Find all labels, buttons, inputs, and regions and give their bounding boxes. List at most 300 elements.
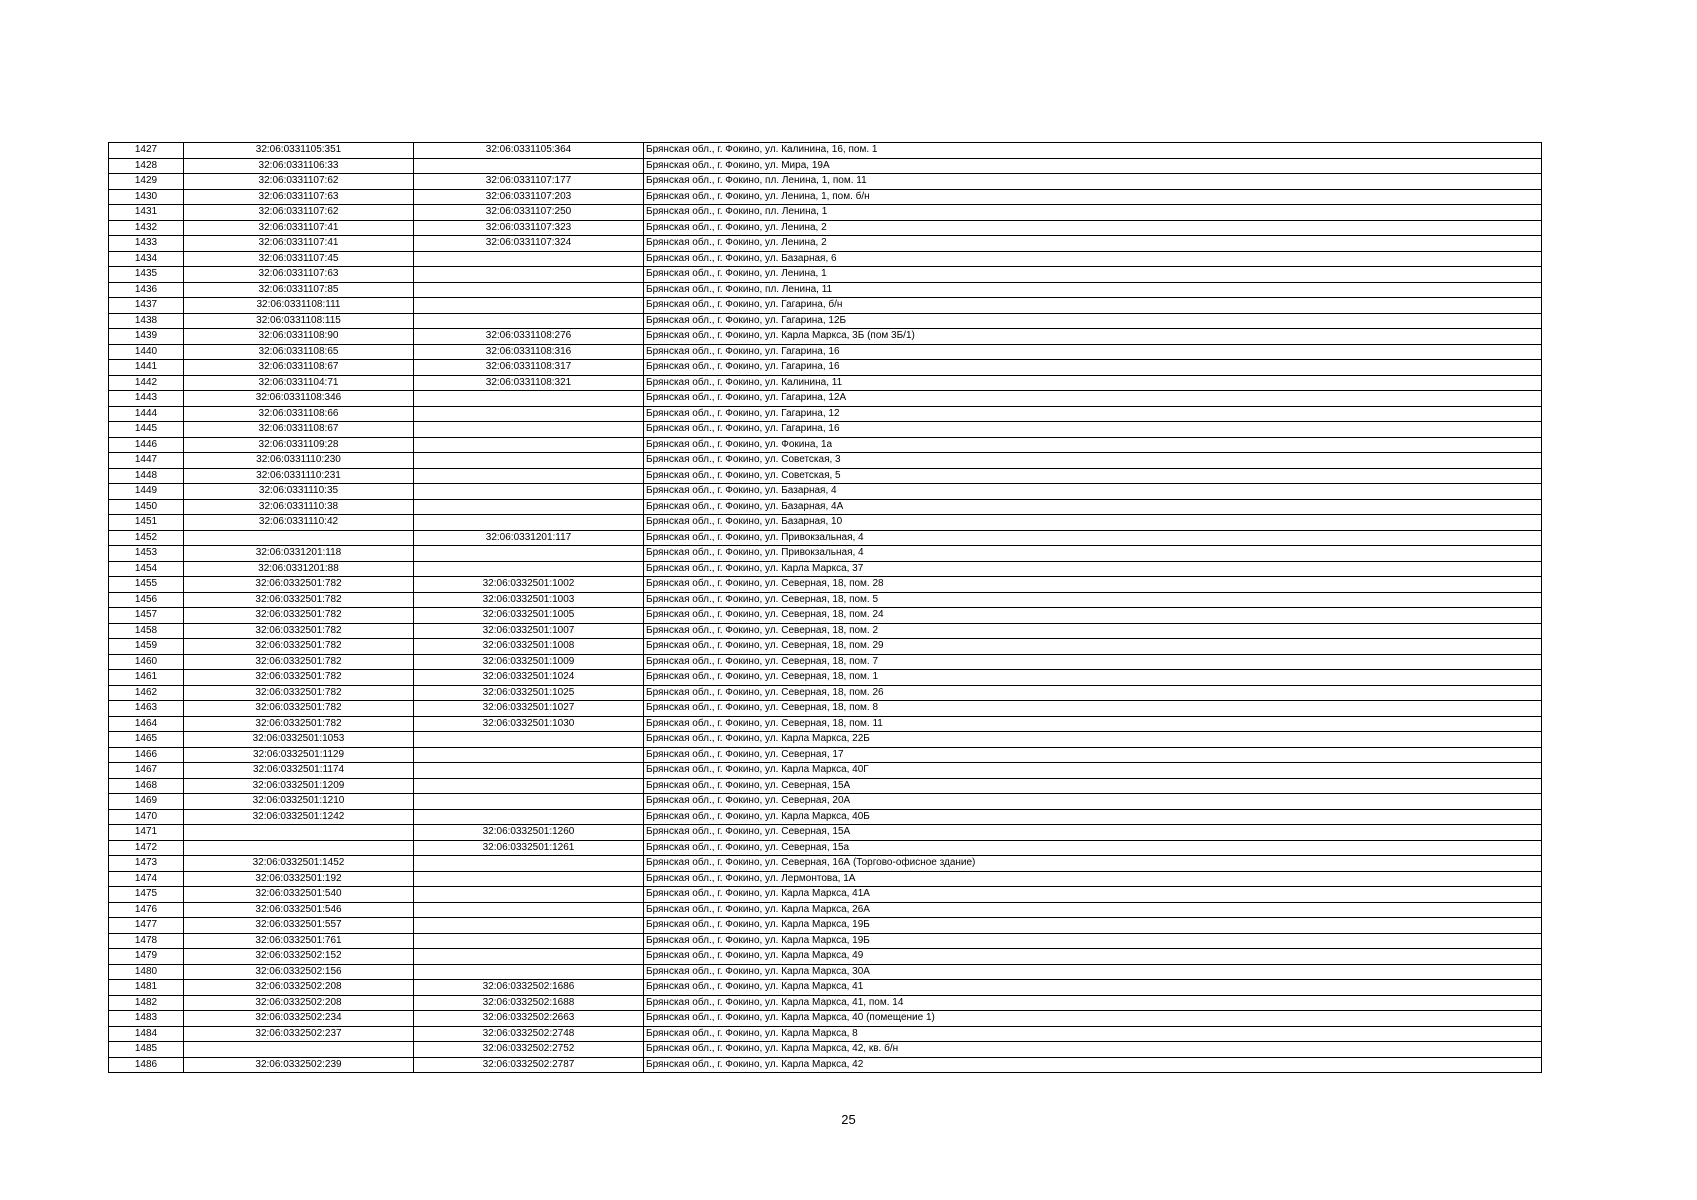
table-row [109,282,1542,298]
object-cadastral-cell: 32:06:0331108:321 [414,375,644,391]
parcel-cadastral-cell: 32:06:0332501:192 [184,871,414,887]
row-number-cell: 1460 [109,654,184,670]
address-cell: Брянская обл., г. Фокино, ул. Северная, 16А (Торгово-офисное здание) [644,856,1542,872]
object-cadastral-cell: 32:06:0332501:1030 [414,716,644,732]
address-cell: Брянская обл., г. Фокино, ул. Привокзальная, 4 [644,546,1542,562]
table-row [109,158,1542,174]
address-cell: Брянская обл., г. Фокино, ул. Базарная, 4 [644,484,1542,500]
parcel-cadastral-cell [184,1042,414,1058]
address-cell: Брянская обл., г. Фокино, ул. Советская, 3 [644,453,1542,469]
table-row [109,623,1542,639]
parcel-cadastral-cell [184,530,414,546]
address-cell: Брянская обл., г. Фокино, ул. Карла Маркса, 49 [644,949,1542,965]
address-cell: Брянская обл., г. Фокино, ул. Гагарина, 12 [644,406,1542,422]
table-row [109,205,1542,221]
object-cadastral-cell [414,561,644,577]
table-row [109,251,1542,267]
object-cadastral-cell [414,871,644,887]
table-row [109,236,1542,252]
row-number-cell: 1476 [109,902,184,918]
object-cadastral-cell [414,747,644,763]
table-row [109,701,1542,717]
parcel-cadastral-cell: 32:06:0332501:782 [184,592,414,608]
table-body [109,143,1542,1073]
parcel-cadastral-cell: 32:06:0331201:88 [184,561,414,577]
address-cell: Брянская обл., г. Фокино, ул. Ленина, 2 [644,220,1542,236]
object-cadastral-cell: 32:06:0332501:1027 [414,701,644,717]
parcel-cadastral-cell: 32:06:0332502:208 [184,995,414,1011]
table-row [109,902,1542,918]
address-cell: Брянская обл., г. Фокино, ул. Карла Маркса, 26А [644,902,1542,918]
address-cell: Брянская обл., г. Фокино, ул. Карла Маркса, 8 [644,1026,1542,1042]
object-cadastral-cell: 32:06:0331108:317 [414,360,644,376]
address-cell: Брянская обл., г. Фокино, ул. Привокзальная, 4 [644,530,1542,546]
table-row [109,437,1542,453]
row-number-cell: 1455 [109,577,184,593]
row-number-cell: 1466 [109,747,184,763]
address-cell: Брянская обл., г. Фокино, ул. Лермонтова, 1А [644,871,1542,887]
address-cell: Брянская обл., г. Фокино, ул. Карла Маркса, 30А [644,964,1542,980]
row-number-cell: 1430 [109,189,184,205]
table-row [109,716,1542,732]
table-row [109,143,1542,159]
row-number-cell: 1433 [109,236,184,252]
row-number-cell: 1438 [109,313,184,329]
row-number-cell: 1468 [109,778,184,794]
address-cell: Брянская обл., г. Фокино, ул. Северная, 17 [644,747,1542,763]
object-cadastral-cell [414,468,644,484]
row-number-cell: 1447 [109,453,184,469]
table-row [109,1042,1542,1058]
page-number: 25 [841,1112,856,1127]
parcel-cadastral-cell: 32:06:0331107:85 [184,282,414,298]
table-row [109,840,1542,856]
table-row [109,732,1542,748]
object-cadastral-cell [414,902,644,918]
parcel-cadastral-cell: 32:06:0331106:33 [184,158,414,174]
table-row [109,592,1542,608]
address-cell: Брянская обл., г. Фокино, ул. Мира, 19А [644,158,1542,174]
row-number-cell: 1483 [109,1011,184,1027]
table-row [109,763,1542,779]
row-number-cell: 1453 [109,546,184,562]
parcel-cadastral-cell: 32:06:0332502:237 [184,1026,414,1042]
object-cadastral-cell [414,732,644,748]
object-cadastral-cell: 32:06:0331107:324 [414,236,644,252]
table-row [109,391,1542,407]
table-row [109,189,1542,205]
row-number-cell: 1442 [109,375,184,391]
row-number-cell: 1449 [109,484,184,500]
table-row [109,298,1542,314]
object-cadastral-cell [414,515,644,531]
address-cell: Брянская обл., г. Фокино, ул. Карла Маркса, 19Б [644,918,1542,934]
address-cell: Брянская обл., г. Фокино, пл. Ленина, 1 [644,205,1542,221]
object-cadastral-cell [414,918,644,934]
object-cadastral-cell: 32:06:0331108:276 [414,329,644,345]
parcel-cadastral-cell [184,825,414,841]
parcel-cadastral-cell: 32:06:0331108:66 [184,406,414,422]
object-cadastral-cell [414,158,644,174]
object-cadastral-cell [414,809,644,825]
parcel-cadastral-cell: 32:06:0331105:351 [184,143,414,159]
object-cadastral-cell: 32:06:0332502:2752 [414,1042,644,1058]
parcel-cadastral-cell: 32:06:0332501:782 [184,701,414,717]
row-number-cell: 1427 [109,143,184,159]
row-number-cell: 1479 [109,949,184,965]
object-cadastral-cell: 32:06:0332501:1003 [414,592,644,608]
object-cadastral-cell: 32:06:0331105:364 [414,143,644,159]
object-cadastral-cell: 32:06:0332501:1260 [414,825,644,841]
table-row [109,561,1542,577]
row-number-cell: 1475 [109,887,184,903]
parcel-cadastral-cell: 32:06:0331104:71 [184,375,414,391]
table-row [109,654,1542,670]
table-row [109,639,1542,655]
table-row [109,220,1542,236]
row-number-cell: 1443 [109,391,184,407]
parcel-cadastral-cell: 32:06:0332501:782 [184,716,414,732]
address-cell: Брянская обл., г. Фокино, ул. Северная, 18, пом. 24 [644,608,1542,624]
parcel-cadastral-cell: 32:06:0331108:67 [184,360,414,376]
row-number-cell: 1436 [109,282,184,298]
address-cell: Брянская обл., г. Фокино, ул. Гагарина, б/н [644,298,1542,314]
table-row [109,577,1542,593]
row-number-cell: 1467 [109,763,184,779]
table-row [109,809,1542,825]
parcel-cadastral-cell: 32:06:0332501:1210 [184,794,414,810]
row-number-cell: 1477 [109,918,184,934]
parcel-cadastral-cell: 32:06:0332501:782 [184,670,414,686]
row-number-cell: 1464 [109,716,184,732]
parcel-cadastral-cell: 32:06:0332501:782 [184,623,414,639]
object-cadastral-cell [414,267,644,283]
parcel-cadastral-cell: 32:06:0332501:761 [184,933,414,949]
row-number-cell: 1478 [109,933,184,949]
parcel-cadastral-cell: 32:06:0332501:782 [184,685,414,701]
address-cell: Брянская обл., г. Фокино, пл. Ленина, 11 [644,282,1542,298]
row-number-cell: 1463 [109,701,184,717]
row-number-cell: 1459 [109,639,184,655]
row-number-cell: 1437 [109,298,184,314]
parcel-cadastral-cell: 32:06:0332501:782 [184,577,414,593]
table-row [109,685,1542,701]
table-row [109,329,1542,345]
object-cadastral-cell: 32:06:0332502:1688 [414,995,644,1011]
parcel-cadastral-cell: 32:06:0332501:1053 [184,732,414,748]
address-cell: Брянская обл., г. Фокино, ул. Северная, 18, пом. 8 [644,701,1542,717]
address-cell: Брянская обл., г. Фокино, ул. Северная, 18, пом. 2 [644,623,1542,639]
object-cadastral-cell [414,282,644,298]
object-cadastral-cell: 32:06:0332502:2748 [414,1026,644,1042]
parcel-cadastral-cell: 32:06:0331110:42 [184,515,414,531]
address-cell: Брянская обл., г. Фокино, ул. Базарная, 4А [644,499,1542,515]
parcel-cadastral-cell: 32:06:0332501:1452 [184,856,414,872]
parcel-cadastral-cell: 32:06:0332501:1209 [184,778,414,794]
row-number-cell: 1444 [109,406,184,422]
address-cell: Брянская обл., г. Фокино, ул. Карла Маркса, 22Б [644,732,1542,748]
address-cell: Брянская обл., г. Фокино, ул. Северная, 18, пом. 29 [644,639,1542,655]
parcel-cadastral-cell: 32:06:0331107:45 [184,251,414,267]
object-cadastral-cell: 32:06:0332502:2787 [414,1057,644,1073]
table-row [109,422,1542,438]
table-row [109,608,1542,624]
address-cell: Брянская обл., г. Фокино, ул. Карла Маркса, 41А [644,887,1542,903]
table-row [109,1057,1542,1073]
table-row [109,856,1542,872]
table-row [109,1011,1542,1027]
row-number-cell: 1462 [109,685,184,701]
object-cadastral-cell [414,453,644,469]
object-cadastral-cell [414,391,644,407]
table-row [109,375,1542,391]
address-cell: Брянская обл., г. Фокино, ул. Карла Маркса, 42 [644,1057,1542,1073]
object-cadastral-cell: 32:06:0331201:117 [414,530,644,546]
address-cell: Брянская обл., г. Фокино, ул. Ленина, 2 [644,236,1542,252]
address-cell: Брянская обл., г. Фокино, ул. Карла Маркса, 40Б [644,809,1542,825]
row-number-cell: 1481 [109,980,184,996]
row-number-cell: 1434 [109,251,184,267]
object-cadastral-cell: 32:06:0331107:250 [414,205,644,221]
object-cadastral-cell: 32:06:0332501:1024 [414,670,644,686]
parcel-cadastral-cell: 32:06:0331201:118 [184,546,414,562]
address-cell: Брянская обл., г. Фокино, ул. Калинина, 16, пом. 1 [644,143,1542,159]
parcel-cadastral-cell: 32:06:0332501:546 [184,902,414,918]
parcel-cadastral-cell: 32:06:0332501:1242 [184,809,414,825]
address-cell: Брянская обл., г. Фокино, ул. Карла Маркса, 40Г [644,763,1542,779]
address-cell: Брянская обл., г. Фокино, ул. Северная, 18, пом. 7 [644,654,1542,670]
object-cadastral-cell: 32:06:0332501:1008 [414,639,644,655]
table-row [109,546,1542,562]
object-cadastral-cell [414,794,644,810]
object-cadastral-cell: 32:06:0332502:2663 [414,1011,644,1027]
parcel-cadastral-cell: 32:06:0332502:152 [184,949,414,965]
object-cadastral-cell [414,763,644,779]
parcel-cadastral-cell [184,840,414,856]
row-number-cell: 1461 [109,670,184,686]
address-cell: Брянская обл., г. Фокино, ул. Гагарина, 16 [644,422,1542,438]
address-cell: Брянская обл., г. Фокино, ул. Северная, 18, пом. 26 [644,685,1542,701]
object-cadastral-cell [414,499,644,515]
table-row [109,670,1542,686]
table-row [109,499,1542,515]
table-row [109,778,1542,794]
address-cell: Брянская обл., г. Фокино, ул. Карла Маркса, 40 (помещение 1) [644,1011,1542,1027]
table-row [109,174,1542,190]
object-cadastral-cell [414,422,644,438]
object-cadastral-cell: 32:06:0331107:177 [414,174,644,190]
address-cell: Брянская обл., г. Фокино, ул. Карла Маркса, 19Б [644,933,1542,949]
parcel-cadastral-cell: 32:06:0332502:239 [184,1057,414,1073]
address-cell: Брянская обл., г. Фокино, ул. Северная, 18, пом. 11 [644,716,1542,732]
parcel-cadastral-cell: 32:06:0331107:63 [184,267,414,283]
row-number-cell: 1452 [109,530,184,546]
row-number-cell: 1440 [109,344,184,360]
address-cell: Брянская обл., г. Фокино, ул. Ленина, 1, пом. б/н [644,189,1542,205]
row-number-cell: 1432 [109,220,184,236]
row-number-cell: 1457 [109,608,184,624]
parcel-cadastral-cell: 32:06:0332501:782 [184,608,414,624]
table-row [109,794,1542,810]
table-row [109,468,1542,484]
object-cadastral-cell [414,964,644,980]
table-row [109,344,1542,360]
row-number-cell: 1450 [109,499,184,515]
parcel-cadastral-cell: 32:06:0331108:346 [184,391,414,407]
parcel-cadastral-cell: 32:06:0331109:28 [184,437,414,453]
address-cell: Брянская обл., г. Фокино, ул. Северная, 20А [644,794,1542,810]
table-row [109,871,1542,887]
object-cadastral-cell: 32:06:0332501:1005 [414,608,644,624]
row-number-cell: 1486 [109,1057,184,1073]
address-cell: Брянская обл., г. Фокино, ул. Карла Маркса, 42, кв. б/н [644,1042,1542,1058]
object-cadastral-cell: 32:06:0332501:1009 [414,654,644,670]
parcel-cadastral-cell: 32:06:0332502:234 [184,1011,414,1027]
row-number-cell: 1445 [109,422,184,438]
address-cell: Брянская обл., г. Фокино, ул. Северная, 15А [644,778,1542,794]
address-cell: Брянская обл., г. Фокино, ул. Гагарина, 12А [644,391,1542,407]
object-cadastral-cell: 32:06:0331108:316 [414,344,644,360]
row-number-cell: 1439 [109,329,184,345]
object-cadastral-cell [414,406,644,422]
cadastral-table [108,142,1542,1073]
address-cell: Брянская обл., г. Фокино, ул. Гагарина, 12Б [644,313,1542,329]
row-number-cell: 1473 [109,856,184,872]
table-row [109,515,1542,531]
object-cadastral-cell [414,546,644,562]
object-cadastral-cell: 32:06:0331107:203 [414,189,644,205]
object-cadastral-cell: 32:06:0332501:1261 [414,840,644,856]
parcel-cadastral-cell: 32:06:0332501:782 [184,639,414,655]
parcel-cadastral-cell: 32:06:0332501:1174 [184,763,414,779]
object-cadastral-cell [414,298,644,314]
parcel-cadastral-cell: 32:06:0331108:67 [184,422,414,438]
table-row [109,360,1542,376]
parcel-cadastral-cell: 32:06:0332501:540 [184,887,414,903]
table-row [109,995,1542,1011]
parcel-cadastral-cell: 32:06:0332501:782 [184,654,414,670]
address-cell: Брянская обл., г. Фокино, ул. Северная, 15а [644,840,1542,856]
address-cell: Брянская обл., г. Фокино, ул. Северная, 18, пом. 1 [644,670,1542,686]
row-number-cell: 1474 [109,871,184,887]
row-number-cell: 1485 [109,1042,184,1058]
parcel-cadastral-cell: 32:06:0332502:156 [184,964,414,980]
address-cell: Брянская обл., г. Фокино, ул. Северная, 15А [644,825,1542,841]
address-cell: Брянская обл., г. Фокино, пл. Ленина, 1, пом. 11 [644,174,1542,190]
parcel-cadastral-cell: 32:06:0332501:557 [184,918,414,934]
row-number-cell: 1484 [109,1026,184,1042]
parcel-cadastral-cell: 32:06:0331107:41 [184,220,414,236]
table-row [109,949,1542,965]
object-cadastral-cell [414,778,644,794]
row-number-cell: 1428 [109,158,184,174]
parcel-cadastral-cell: 32:06:0331107:62 [184,174,414,190]
table-row [109,267,1542,283]
parcel-cadastral-cell: 32:06:0332502:208 [184,980,414,996]
row-number-cell: 1470 [109,809,184,825]
address-cell: Брянская обл., г. Фокино, ул. Базарная, 6 [644,251,1542,267]
table-row [109,964,1542,980]
table-row [109,530,1542,546]
row-number-cell: 1456 [109,592,184,608]
parcel-cadastral-cell: 32:06:0331108:111 [184,298,414,314]
table-row [109,747,1542,763]
object-cadastral-cell [414,856,644,872]
table-row [109,406,1542,422]
object-cadastral-cell: 32:06:0331107:323 [414,220,644,236]
object-cadastral-cell [414,949,644,965]
parcel-cadastral-cell: 32:06:0331110:38 [184,499,414,515]
parcel-cadastral-cell: 32:06:0331108:115 [184,313,414,329]
address-cell: Брянская обл., г. Фокино, ул. Карла Маркса, 41, пом. 14 [644,995,1542,1011]
address-cell: Брянская обл., г. Фокино, ул. Базарная, 10 [644,515,1542,531]
row-number-cell: 1435 [109,267,184,283]
parcel-cadastral-cell: 32:06:0332501:1129 [184,747,414,763]
table-row [109,484,1542,500]
object-cadastral-cell [414,484,644,500]
row-number-cell: 1451 [109,515,184,531]
table-row [109,313,1542,329]
row-number-cell: 1458 [109,623,184,639]
parcel-cadastral-cell: 32:06:0331107:41 [184,236,414,252]
table-row [109,887,1542,903]
address-cell: Брянская обл., г. Фокино, ул. Северная, 18, пом. 28 [644,577,1542,593]
object-cadastral-cell [414,251,644,267]
table-row [109,1026,1542,1042]
object-cadastral-cell: 32:06:0332501:1002 [414,577,644,593]
parcel-cadastral-cell: 32:06:0331110:231 [184,468,414,484]
row-number-cell: 1482 [109,995,184,1011]
table-row [109,980,1542,996]
row-number-cell: 1471 [109,825,184,841]
object-cadastral-cell [414,933,644,949]
table-row [109,933,1542,949]
table-row [109,825,1542,841]
table-row [109,453,1542,469]
object-cadastral-cell [414,887,644,903]
table-row [109,918,1542,934]
row-number-cell: 1446 [109,437,184,453]
address-cell: Брянская обл., г. Фокино, ул. Ленина, 1 [644,267,1542,283]
address-cell: Брянская обл., г. Фокино, ул. Фокина, 1а [644,437,1542,453]
address-cell: Брянская обл., г. Фокино, ул. Советская, 5 [644,468,1542,484]
parcel-cadastral-cell: 32:06:0331110:35 [184,484,414,500]
parcel-cadastral-cell: 32:06:0331108:65 [184,344,414,360]
parcel-cadastral-cell: 32:06:0331110:230 [184,453,414,469]
address-cell: Брянская обл., г. Фокино, ул. Карла Маркса, 41 [644,980,1542,996]
object-cadastral-cell: 32:06:0332501:1007 [414,623,644,639]
row-number-cell: 1465 [109,732,184,748]
address-cell: Брянская обл., г. Фокино, ул. Карла Маркса, 3Б (пом 3Б/1) [644,329,1542,345]
row-number-cell: 1448 [109,468,184,484]
row-number-cell: 1441 [109,360,184,376]
parcel-cadastral-cell: 32:06:0331108:90 [184,329,414,345]
object-cadastral-cell: 32:06:0332501:1025 [414,685,644,701]
object-cadastral-cell [414,437,644,453]
row-number-cell: 1429 [109,174,184,190]
row-number-cell: 1454 [109,561,184,577]
address-cell: Брянская обл., г. Фокино, ул. Гагарина, 16 [644,360,1542,376]
object-cadastral-cell [414,313,644,329]
row-number-cell: 1472 [109,840,184,856]
row-number-cell: 1469 [109,794,184,810]
address-cell: Брянская обл., г. Фокино, ул. Гагарина, 16 [644,344,1542,360]
parcel-cadastral-cell: 32:06:0331107:63 [184,189,414,205]
parcel-cadastral-cell: 32:06:0331107:62 [184,205,414,221]
address-cell: Брянская обл., г. Фокино, ул. Карла Маркса, 37 [644,561,1542,577]
row-number-cell: 1431 [109,205,184,221]
address-cell: Брянская обл., г. Фокино, ул. Северная, 18, пом. 5 [644,592,1542,608]
